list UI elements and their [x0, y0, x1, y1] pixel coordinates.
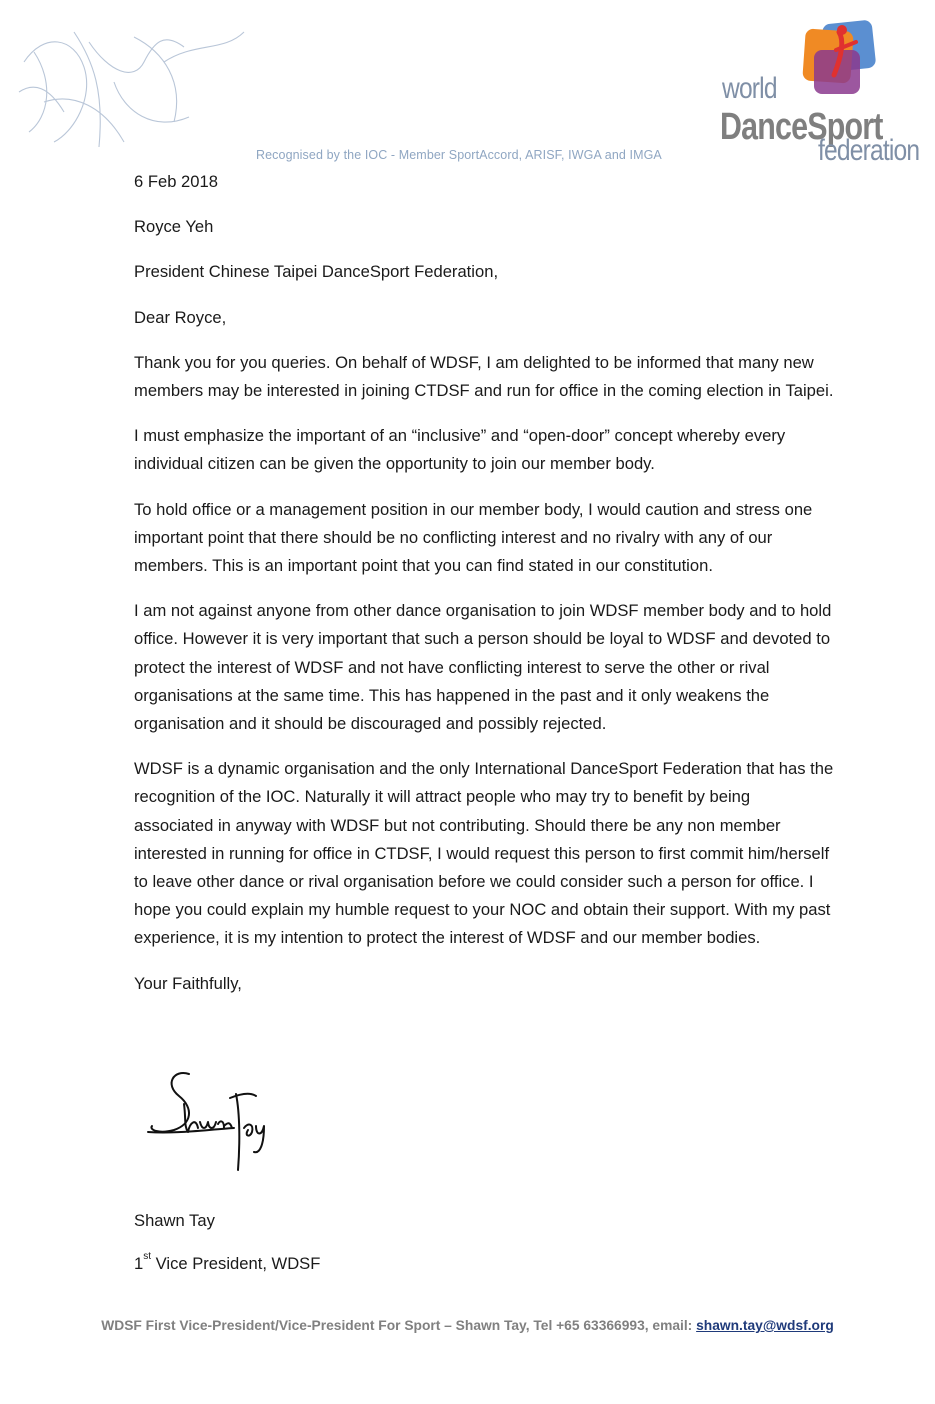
- wdsf-logo: [718, 20, 918, 170]
- recipient-name: Royce Yeh: [134, 217, 214, 237]
- recognition-line: Recognised by the IOC - Member SportAccord, ARISF, IWGA and IMGA: [256, 148, 662, 162]
- signer-name: Shawn Tay: [134, 1211, 215, 1230]
- signer-ordinal-suffix: st: [143, 1251, 152, 1262]
- footer-text: WDSF First Vice-President/Vice-President For Sport – Shawn Tay, Tel +65 63366993, email:: [101, 1318, 697, 1333]
- paragraph: Thank you for you queries. On behalf of WDSF, I am delighted to be informed that many new members may be interested in joining CTDSF and run for office in the coming election in Taipei.: [134, 352, 834, 401]
- watermark-sketch-icon: [14, 22, 254, 152]
- closing: Your Faithfully,: [134, 973, 242, 993]
- letter-date: 6 Feb 2018: [134, 172, 218, 191]
- letter-body: [134, 168, 834, 998]
- logo-world-text: world: [722, 72, 777, 105]
- logo-dancesport-text: DanceSport: [720, 106, 883, 148]
- paragraph: I must emphasize the important of an “inclusive” and “open-door” concept whereby every individual citizen can be given the opportunity to join our member body.: [134, 426, 786, 474]
- signer-title: [134, 1251, 321, 1274]
- logo-federation-text: federation: [818, 134, 920, 167]
- signature-icon: [144, 1064, 274, 1176]
- email-link[interactable]: shawn.tay@wdsf.org: [696, 1318, 834, 1333]
- signer-ordinal: 1: [134, 1254, 144, 1273]
- recipient-title: President Chinese Taipei DanceSport Federation,: [134, 262, 499, 282]
- salutation: Dear Royce,: [134, 307, 227, 327]
- dancer-logo-icon: [784, 20, 894, 110]
- footer-contact: [0, 1318, 935, 1333]
- signer-title-text: Vice President, WDSF: [151, 1254, 321, 1273]
- paragraph: WDSF is a dynamic organisation and the only International DanceSport Federation that has the recognition of the IOC. Naturally it will attract people who may try to benefit by being associated in anyway with WDSF but not contributing. Should there be any non member interested in running for office in CTDSF, I would request this person to first commit him/herself to leave other dance or rival organisation before we could consider such a person for office. I hope you could explain my humble request to your NOC and obtain their support. With my past experience, it is my intention to protect the interest of WDSF and our member bodies.: [134, 759, 834, 948]
- paragraph: To hold office or a management position in our member body, I would caution and stress one important point that there should be no conflicting interest and no rivalry with any of our members. This is an important point that you can find stated in our constitution.: [134, 499, 813, 576]
- paragraph: I am not against anyone from other dance organisation to join WDSF member body and to hold office. However it is very important that such a person should be loyal to WDSF and devoted to protect the interest of WDSF and not have conflicting interest to serve the other or rival organisations at the same time. This has happened in the past and it only weakens the organisation and it should be discouraged and possibly rejected.: [134, 601, 832, 734]
